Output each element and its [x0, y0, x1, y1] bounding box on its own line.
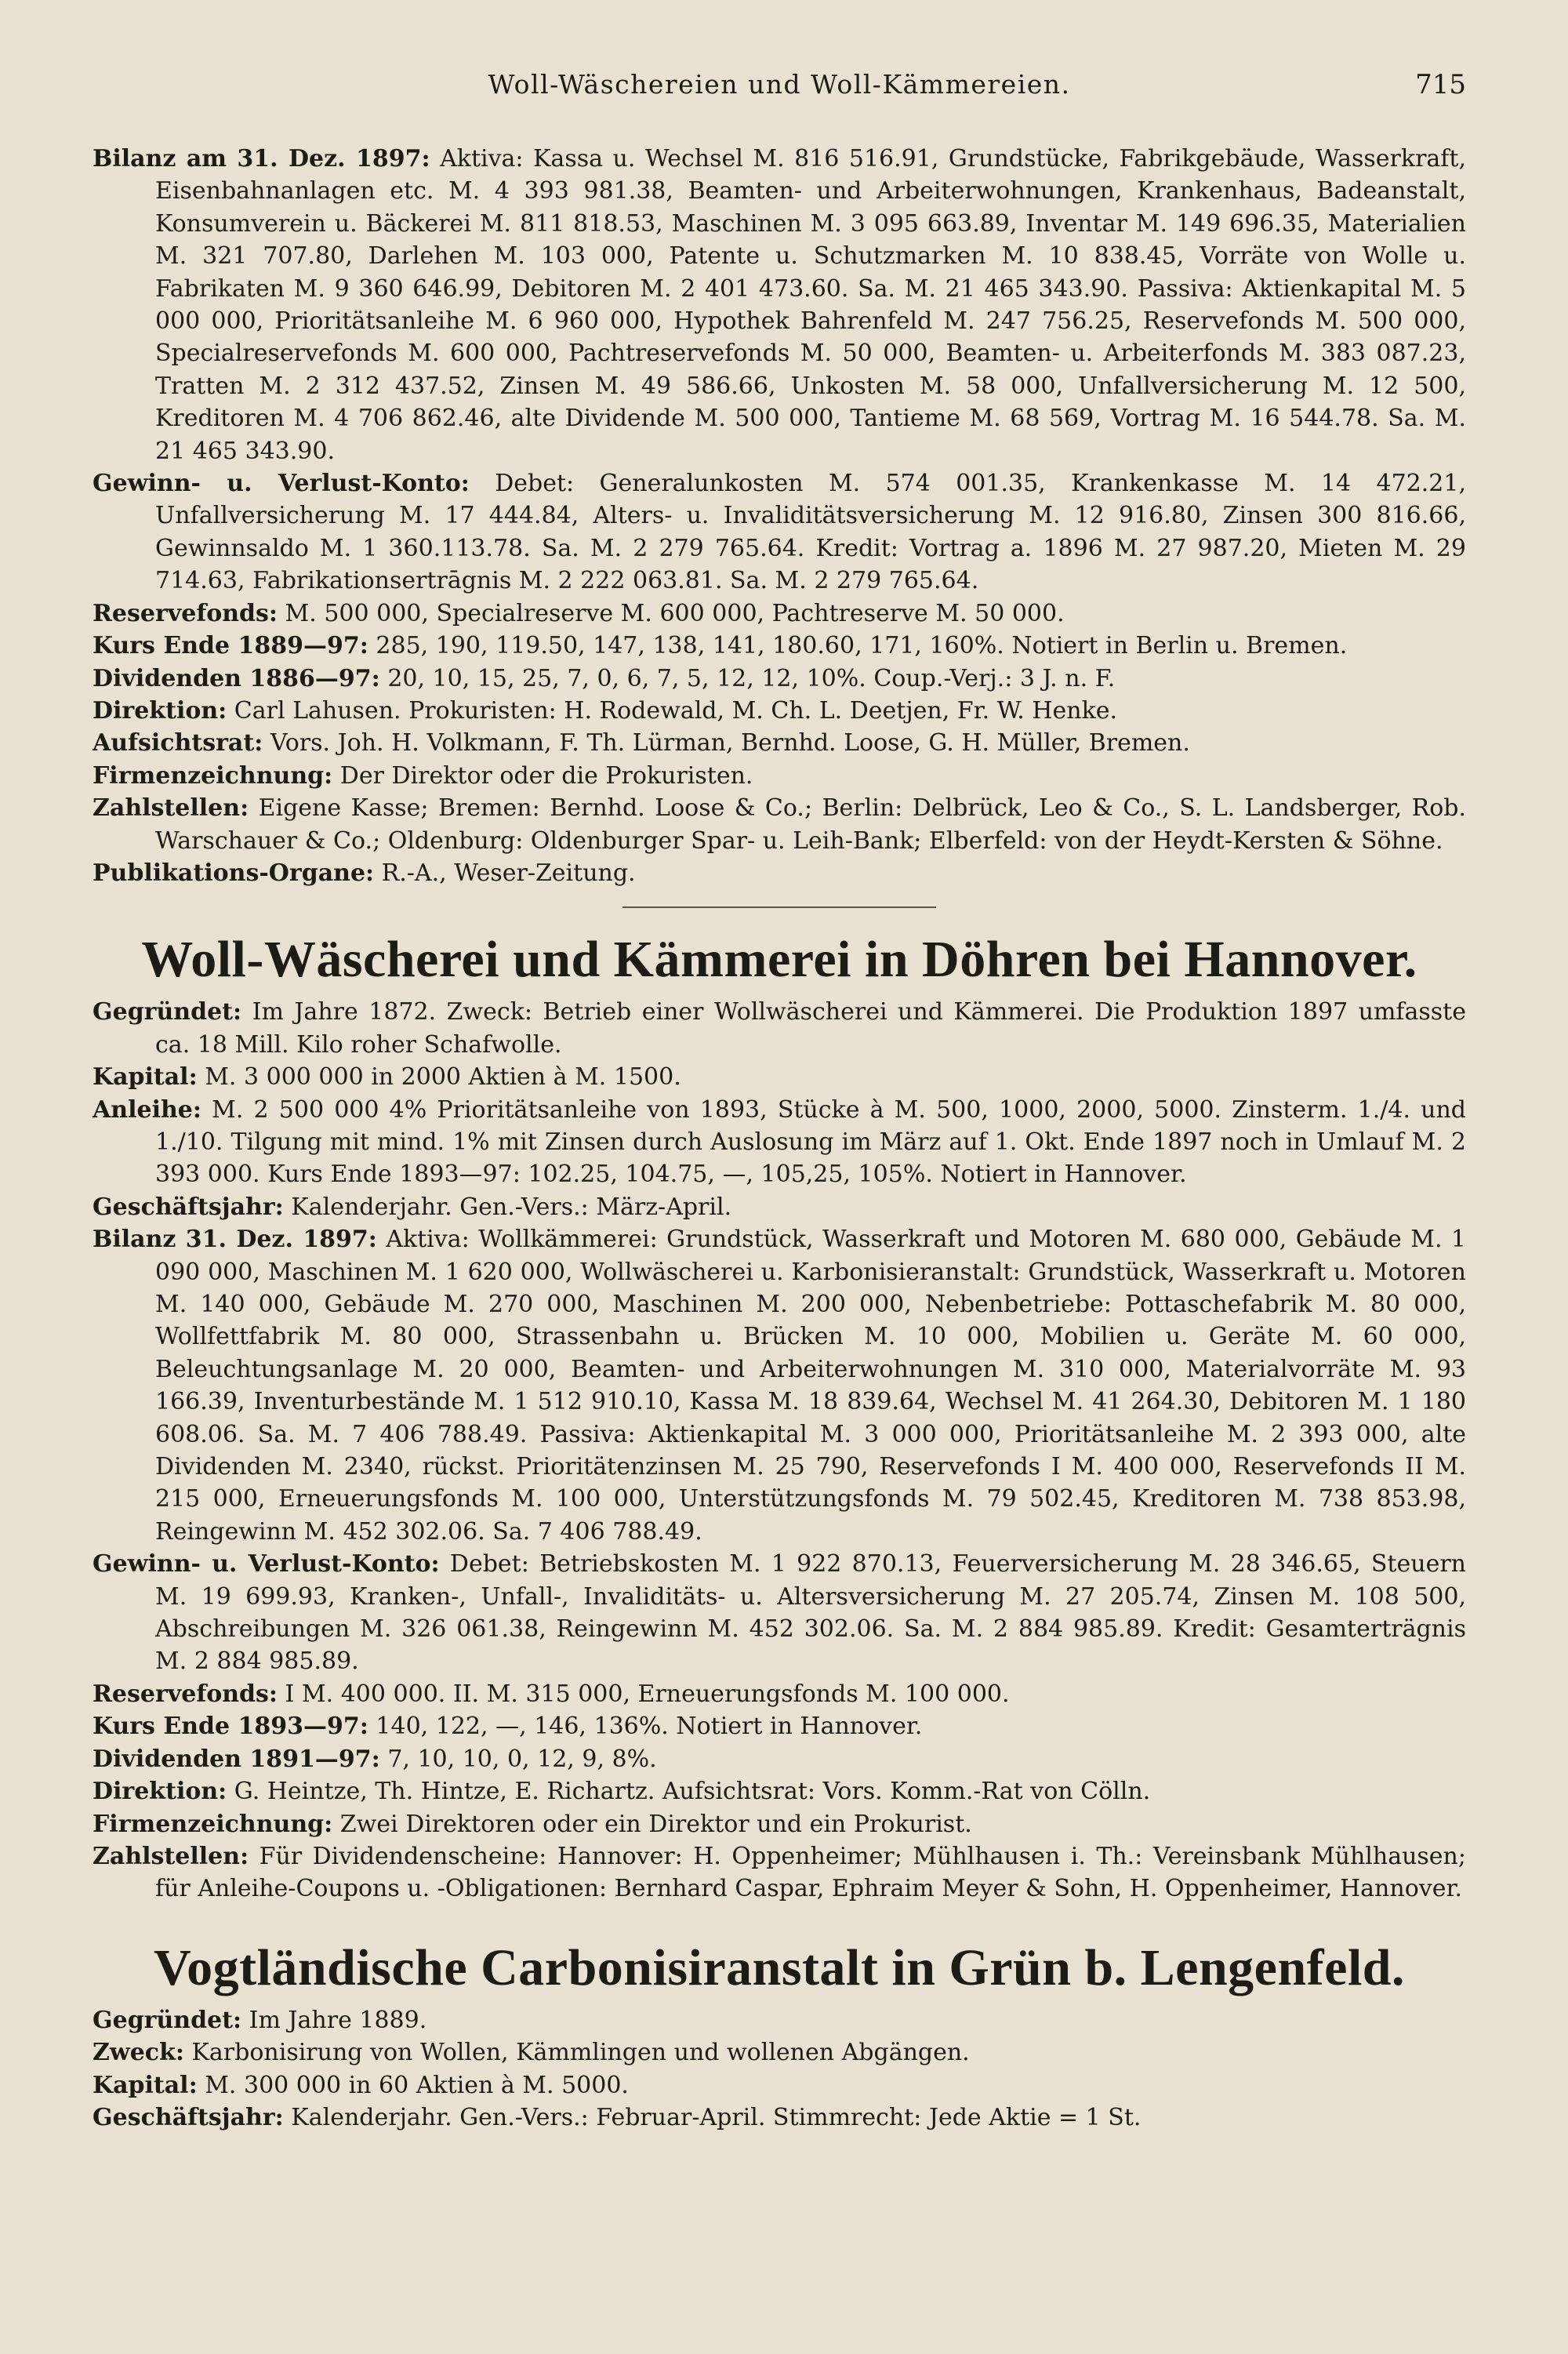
- section-gap: [93, 1905, 1466, 1937]
- entry-firmenzeichnung: Firmenzeichnung: Der Direktor oder die Prokuristen.: [93, 761, 753, 790]
- entry-zahlstellen: Zahlstellen: Für Dividendenscheine: Hannover: H. Oppenheimer; Mühlhausen i. Th.: Vereinsbank Mühlhausen; für Anleihe-Coupons u. -Obligationen: Bernhard Caspar, Ephraim Meyer & Sohn, H. Oppenheimer, Hannover.: [93, 1842, 1466, 1903]
- page-header: [93, 69, 1466, 108]
- page-number: 715: [1415, 69, 1466, 100]
- entry-anleihe: Anleihe: M. 2 500 000 4% Prioritätsanleihe von 1893, Stücke à M. 500, 1000, 2000, 5000. Zinsterm. 1./4. und 1./10. Tilgung mit mind. 1% mit Zinsen durch Auslosung im März auf 1. Okt. Ende 1897 noch in Umlauf M. 2 393 000. Kurs Ende 1893—97: 102.25, 104.75, —, 105,25, 105%. Notiert in Hannover.: [93, 1095, 1466, 1189]
- entry-kapital: Kapital: M. 300 000 in 60 Aktien à M. 5000.: [93, 2071, 629, 2099]
- company-title: Vogtländische Carbonisiranstalt in Grün b. Lengenfeld.: [154, 1938, 1405, 1996]
- entry-reservefonds: Reservefonds: M. 500 000, Specialreserve M. 600 000, Pachtreserve M. 50 000.: [93, 599, 1065, 627]
- section-woll-waescherei-doehren: [93, 928, 1466, 1905]
- entry-gewinn-verlust: Gewinn- u. Verlust-Konto: Debet: Generalunkosten M. 574 001.35, Krankenkasse M. 14 472.21, Unfallversicherung M. 17 444.84, Alters- u. Invaliditätsversicherung M. 12 916.80, Zinsen 300 816.66, Gewinnsaldo M. 1 360.113.78. Sa. M. 2 279 765.64. Kredit: Vortrag a. 1896 M. 27 987.20, Mieten M. 29 714.63, Fabrikationsertrāgnis M. 2 222 063.81. Sa. M. 2 279 765.64.: [93, 470, 1466, 595]
- entry-gewinn-verlust: Gewinn- u. Verlust-Konto: Debet: Betriebskosten M. 1 922 870.13, Feuerversicherung M. 28 346.65, Steuern M. 19 699.93, Kranken-, Unfall-, Invaliditäts- u. Altersversicherung M. 27 205.74, Zinsen M. 108 500, Abschreibungen M. 326 061.38, Reingewinn M. 452 302.06. Sa. M. 2 884 985.89. Kredit: Gesamterträgnis M. 2 884 985.89.: [93, 1550, 1466, 1676]
- entry-zahlstellen: Zahlstellen: Eigene Kasse; Bremen: Bernhd. Loose & Co.; Berlin: Delbrück, Leo & Co., S. L. Landsberger, Rob. Warschauer & Co.; Oldenburg: Oldenburger Spar- u. Leih-Bank; Elberfeld: von der Heydt-Kersten & Söhne.: [93, 794, 1466, 855]
- entry-geschaeftsjahr: Geschäftsjahr: Kalenderjahr. Gen.-Vers.: März-April.: [93, 1193, 732, 1221]
- section-continued-company: [93, 143, 1466, 889]
- entry-dividenden: Dividenden 1891—97: 7, 10, 10, 0, 12, 9, 8%.: [93, 1745, 657, 1773]
- entry-firmenzeichnung: Firmenzeichnung: Zwei Direktoren oder ein Direktor und ein Prokurist.: [93, 1810, 972, 1838]
- entry-kurs: Kurs Ende 1889—97: 285, 190, 119.50, 147, 138, 141, 180.60, 171, 160%. Notiert in Berlin u. Bremen.: [93, 632, 1348, 660]
- entry-bilanz: Bilanz 31. Dez. 1897: Aktiva: Wollkämmerei: Grundstück, Wasserkraft und Motoren M. 680 000, Gebäude M. 1 090 000, Maschinen M. 1 620 000, Wollwäscherei u. Karbonisieranstalt: Grundstück, Wasserkraft u. Motoren M. 140 000, Gebäude M. 270 000, Maschinen M. 200 000, Nebenbetriebe: Pottaschefabrik M. 80 000, Wollfettfabrik M. 80 000, Strassenbahn u. Brücken M. 10 000, Mobilien u. Geräte M. 60 000, Beleuchtungsanlage M. 20 000, Beamten- und Arbeiterwohnungen M. 310 000, Materialvorräte M. 93 166.39, Inventurbestände M. 1 512 910.10, Kassa M. 18 839.64, Wechsel M. 41 264.30, Debitoren M. 1 180 608.06. Sa. M. 7 406 788.49. Passiva: Aktienkapital M. 3 000 000, Prioritätsanleihe M. 2 393 000, alte Dividenden M. 2340, rückst. Prioritätenzinsen M. 25 790, Reservefonds I M. 400 000, Reservefonds II M. 215 000, Erneuerungsfonds M. 100 000, Unterstützungsfonds M. 79 502.45, Kreditoren M. 738 853.98, Reingewinn M. 452 302.06. Sa. 7 406 788.49.: [93, 1226, 1467, 1546]
- section-vogtlaendische-carbonisiranstalt: [93, 1937, 1466, 2134]
- entry-zweck: Zweck: Karbonisirung von Wollen, Kämmlingen und wollenen Abgängen.: [93, 2039, 970, 2067]
- section-divider: [622, 906, 936, 908]
- running-title: Woll-Wäschereien und Woll-Kämmereien.: [488, 69, 1071, 100]
- entry-direktion: Direktion: G. Heintze, Th. Hintze, E. Richartz. Aufsichtsrat: Vors. Komm.-Rat von Cölln.: [93, 1778, 1151, 1806]
- entry-dividenden: Dividenden 1886—97: 20, 10, 15, 25, 7, 0, 6, 7, 5, 12, 12, 10%. Coup.-Verj.: 3 J. n. F.: [93, 664, 1116, 692]
- entry-aufsichtsrat: Aufsichtsrat: Vors. Joh. H. Volkmann, F. Th. Lürman, Bernhd. Loose, G. H. Müller, Bremen.: [93, 729, 1190, 757]
- entry-bilanz: Bilanz am 31. Dez. 1897: Aktiva: Kassa u. Wechsel M. 816 516.91, Grundstücke, Fabrikgebäude, Wasserkraft, Eisenbahnanlagen etc. M. 4 393 981.38, Beamten- und Arbeiterwohnungen, Krankenhaus, Badeanstalt, Konsumverein u. Bäckerei M. 811 818.53, Maschinen M. 3 095 663.89, Inventar M. 149 696.35, Materialien M. 321 707.80, Darlehen M. 103 000, Patente u. Schutzmarken M. 10 838.45, Vorräte von Wolle u. Fabrikaten M. 9 360 646.99, Debitoren M. 2 401 473.60. Sa. M. 21 465 343.90. Passiva: Aktienkapital M. 5 000 000, Prioritätsanleihe M. 6 960 000, Hypothek Bahrenfeld M. 247 756.25, Reservefonds M. 500 000, Specialreservefonds M. 600 000, Pachtreservefonds M. 50 000, Beamten- u. Arbeiterfonds M. 383 087.23, Tratten M. 2 312 437.52, Zinsen M. 49 586.66, Unkosten M. 58 000, Unfallversicherung M. 12 500, Kreditoren M. 4 706 862.46, alte Dividende M. 500 000, Tantieme M. 68 569, Vortrag M. 16 544.78. Sa. M. 21 465 343.90.: [93, 145, 1466, 465]
- entry-gegruendet: Gegründet: Im Jahre 1872. Zweck: Betrieb einer Wollwäscherei und Kämmerei. Die Produktion 1897 umfasste ca. 18 Mill. Kilo roher Schafwolle.: [93, 998, 1466, 1059]
- company-title: Woll-Wäscherei und Kämmerei in Döhren bei Hannover.: [141, 931, 1417, 989]
- entry-kurs: Kurs Ende 1893—97: 140, 122, —, 146, 136%. Notiert in Hannover.: [93, 1713, 923, 1741]
- page-body: [93, 143, 1466, 2134]
- entry-kapital: Kapital: M. 3 000 000 in 2000 Aktien à M. 1500.: [93, 1063, 681, 1092]
- entry-gegruendet: Gegründet: Im Jahre 1889.: [93, 2006, 427, 2034]
- entry-publikations-organe: Publikations-Organe: R.-A., Weser-Zeitung.: [93, 859, 636, 887]
- entry-reservefonds: Reservefonds: I M. 400 000. II. M. 315 000, Erneuerungsfonds M. 100 000.: [93, 1680, 1010, 1708]
- entry-geschaeftsjahr: Geschäftsjahr: Kalenderjahr. Gen.-Vers.: Februar-April. Stimmrecht: Jede Aktie = 1 St.: [93, 2103, 1142, 2131]
- entry-direktion: Direktion: Carl Lahusen. Prokuristen: H. Rodewald, M. Ch. L. Deetjen, Fr. W. Henke.: [93, 696, 1118, 725]
